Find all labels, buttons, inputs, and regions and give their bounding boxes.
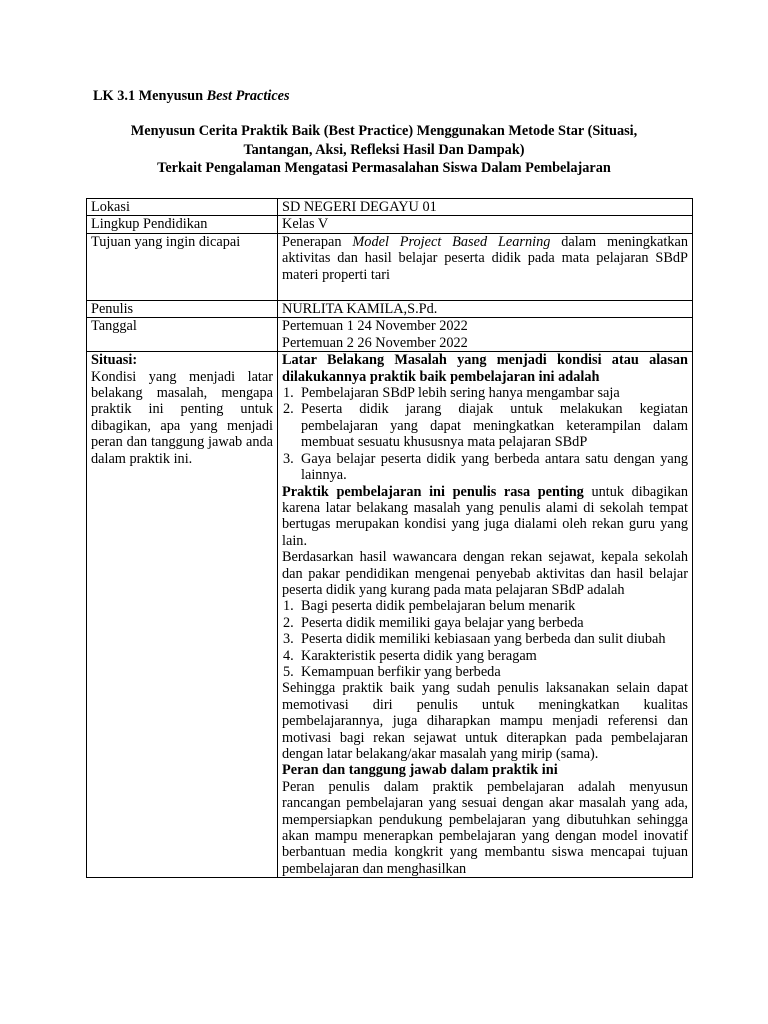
list-item: 5. Kemampuan berfikir yang berbeda [283,663,501,680]
list-item: 3. Peserta didik memiliki kebiasaan yang berbeda dan sulit diubah [283,631,666,648]
paragraph-praktik-penting: Praktik pembelajaran ini penulis rasa penting untuk dibagikan karena latar belakang masalah yang penulis alami di sekolah tempat bertugas merupakan kondisi yang juga dialami oleh rekan guru yang lain. [282,483,689,549]
worksheet-heading [93,88,290,104]
subtitle-line-2: Tantangan, Aksi, Refleksi Hasil Dan Dampak) [243,141,525,158]
lingkup-value: Kelas V [278,216,693,233]
tujuan-post: dalam meningkatkan aktivitas dan hasil belajar peserta didik pada mata pelajaran SBdP materi properti tari [282,233,688,283]
penulis-value: NURLITA KAMILA,S.Pd. [278,301,693,318]
section-peran-title: Peran dan tanggung jawab dalam praktik ini [282,762,558,779]
list-item: 2. Peserta didik memiliki gaya belajar yang berbeda [283,614,584,631]
list-item: 1. Bagi peserta didik pembelajaran belum menarik [283,598,576,615]
lingkup-label: Lingkup Pendidikan [87,216,278,233]
heading-italic: Best Practices [206,88,290,104]
situasi-content [278,352,693,878]
list-item: 3. Gaya belajar peserta didik yang berbeda antara satu dengan yang lainnya. [283,450,688,484]
situasi-label: Situasi: [91,352,138,369]
tujuan-label: Tujuan yang ingin dicapai [87,233,278,300]
lokasi-value: SD NEGERI DEGAYU 01 [278,199,693,216]
table-row-tujuan [87,233,693,300]
table-row-situasi [87,352,693,878]
list-item: 2. Peserta didik jarang diajak untuk melakukan kegiatan pembelajaran yang dapat meningkatkan keterampilan dalam membuat sesuatu khususnya mata pelajaran SBdP [283,401,688,451]
tujuan-value [278,233,693,300]
subtitle-line-3: Terkait Pengalaman Mengatasi Permasalahan Siswa Dalam Pembelajaran [157,160,611,176]
section-latar-belakang-title: Latar Belakang Masalah yang menjadi kondisi atau alasan dilakukannya praktik baik pembelajaran ini adalah [282,352,688,385]
tanggal-line-1: Pertemuan 1 24 November 2022 [282,318,468,335]
tanggal-line-2: Pertemuan 2 26 November 2022 [282,334,468,351]
tanggal-value [278,318,693,352]
heading-label: LK 3.1 Menyusun [93,88,207,104]
best-practice-table [86,198,693,878]
table-row-penulis [87,301,693,318]
lokasi-label: Lokasi [87,199,278,216]
subtitle-line-1: Menyusun Cerita Praktik Baik (Best Practice) Menggunakan Metode Star (Situasi, [130,123,638,139]
tujuan-pre: Penerapan [282,233,353,250]
list-item: 4. Karakteristik peserta didik yang beragam [283,647,537,664]
situasi-cell [87,352,278,878]
penyebab-list [282,598,688,680]
paragraph-wawancara: Berdasarkan hasil wawancara dengan rekan sejawat, kepala sekolah dan pakar pendidikan mengenai penyebab aktivitas dan hasil belajar peserta didik yang kurang pada mata pelajaran SBdP adalah [282,549,688,598]
list-item: 1. Pembelajaran SBdP lebih sering hanya mengambar saja [283,385,620,402]
table-row-lingkup [87,216,693,233]
penulis-label: Penulis [87,301,278,318]
table-row-tanggal [87,318,693,352]
table-row-lokasi [87,199,693,216]
tanggal-label: Tanggal [87,318,278,352]
paragraph-sehingga: Sehingga praktik baik yang sudah penulis laksanakan selain dapat memotivasi diri penulis untuk meningkatkan kualitas pembelajarannya, juga diharapkan mampu menjadi referensi dan motivasi bagi rekan sejawat untuk diterapkan pada pembelajaran dengan latar belakang/akar masalah yang mirip (sama). [282,680,688,762]
situasi-description: Kondisi yang menjadi latar belakang masalah, mengapa praktik ini penting untuk dibagikan, apa yang menjadi peran dan tanggung jawab anda dalam praktik ini. [91,368,273,467]
tujuan-italic: Model Project Based Learning [352,233,551,250]
latar-belakang-list [282,385,688,483]
paragraph-peran: Peran penulis dalam praktik pembelajaran adalah menyusun rancangan pembelajaran yang sesuai dengan akar masalah yang ada, mempersiapkan pendukung pembelajaran yang dibutuhkan sehingga akan mampu menerapkan pembelajaran yang dengan model inovatif berbantuan media kongkrit yang membantu siswa mencapai tujuan pembelajaran dan menghasilkan [282,778,688,877]
document-subtitle [90,122,678,178]
